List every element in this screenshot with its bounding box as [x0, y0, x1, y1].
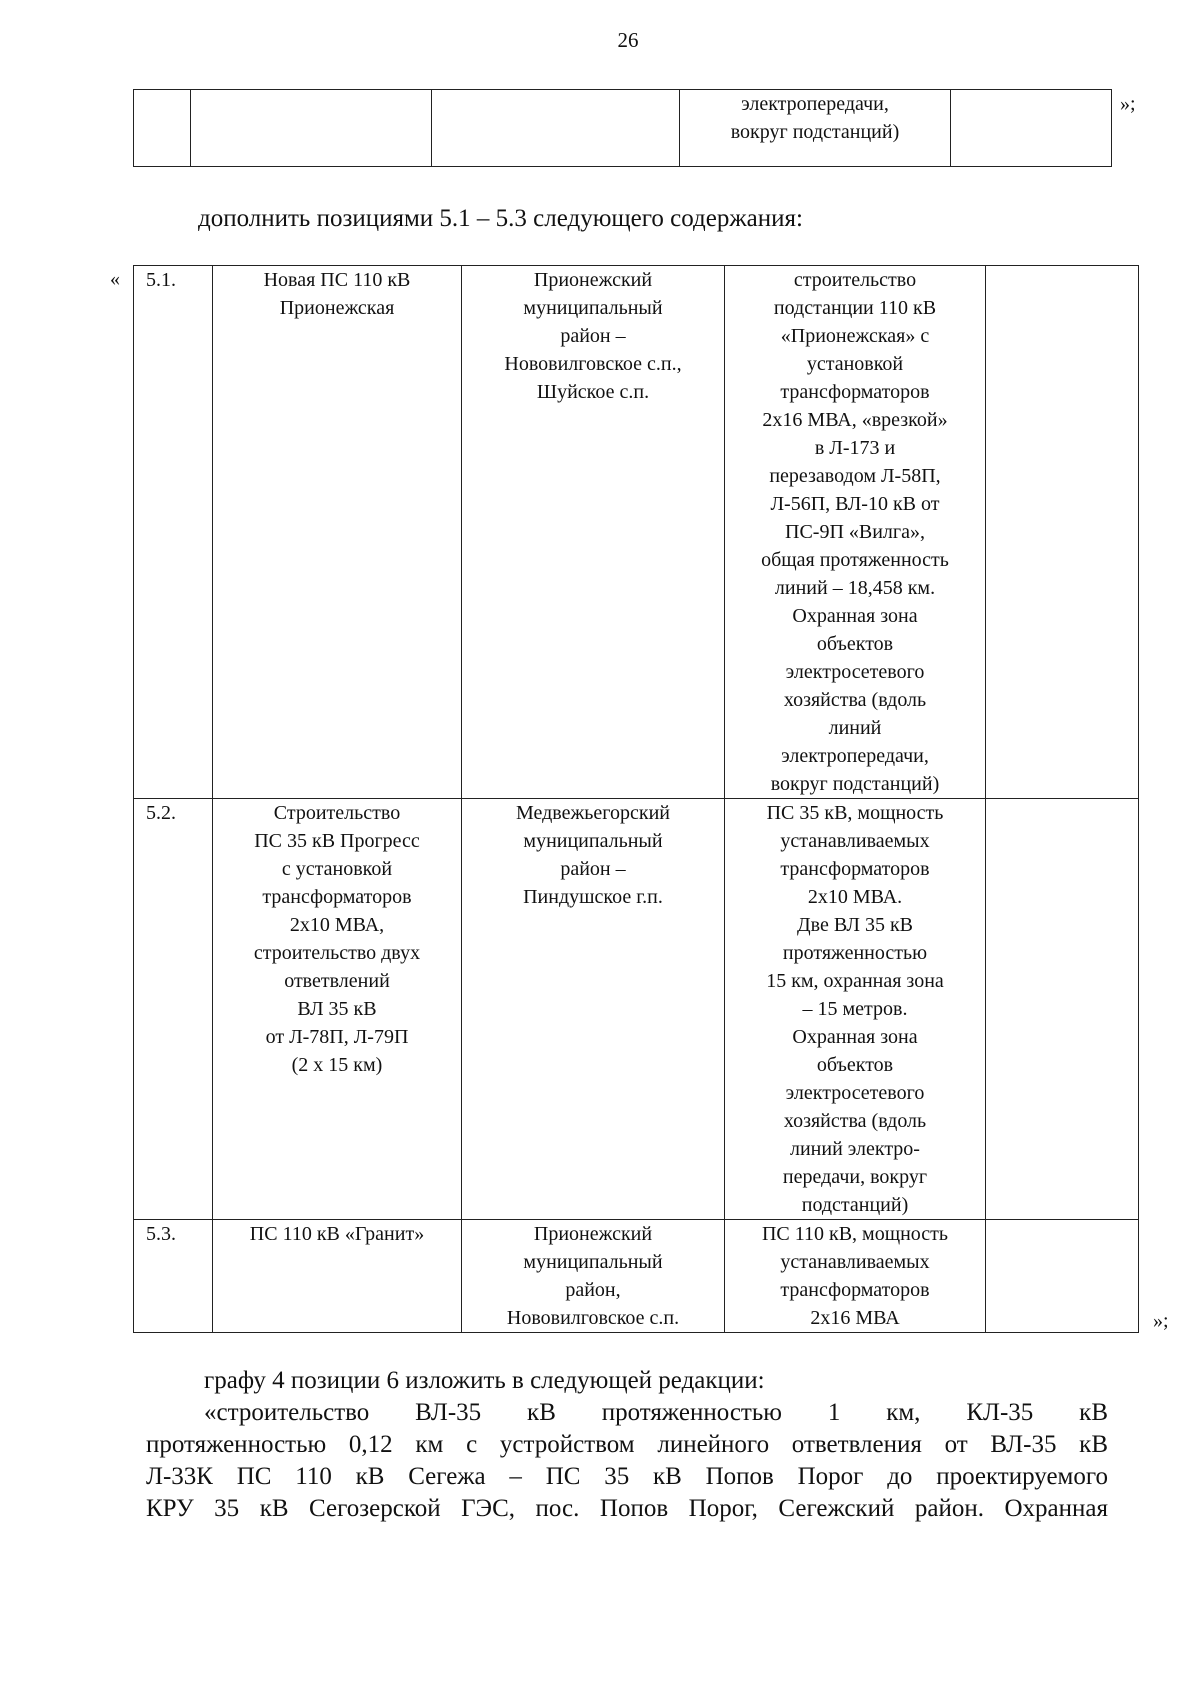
location-cell	[462, 799, 725, 1220]
cell-line: Л-56П, ВЛ-10 кВ от	[770, 493, 940, 515]
paragraph-line: КРУ 35 кВ Сегозерской ГЭС, пос. Попов Порог, Сегежский район. Охранная	[146, 1495, 1108, 1522]
paragraph-grafa: графу 4 позиции 6 изложить в следующей редакции:	[204, 1367, 765, 1394]
table-cell	[986, 1220, 1139, 1333]
closing-quote: »;	[1153, 1310, 1169, 1332]
cell-line: хозяйства (вдоль	[783, 1110, 927, 1132]
position-number: 5.1.	[134, 266, 213, 799]
cell-line: от Л-78П, Л-79П	[265, 1026, 409, 1048]
table-cell-description	[680, 90, 951, 167]
cell-line: Прионежский	[533, 269, 653, 291]
cell-line: муниципальный	[523, 297, 663, 319]
cell-line: объектов	[816, 633, 894, 655]
description-cell	[725, 799, 986, 1220]
cell-line: «Прионежская» с	[780, 325, 930, 347]
cell-line: Шуйское с.п.	[536, 381, 650, 403]
table-row	[134, 266, 1139, 799]
cell-line: подстанции 110 кВ	[773, 297, 937, 319]
cell-line: электропередачи,	[781, 745, 929, 767]
cell-line: Охранная зона	[792, 1026, 918, 1048]
cell-line: линий электро-	[790, 1138, 920, 1160]
table-row	[134, 90, 1112, 167]
opening-quote: «	[110, 268, 120, 290]
location-cell	[462, 1220, 725, 1333]
cell-line: вокруг подстанций)	[730, 121, 900, 143]
cell-line: муниципальный	[523, 830, 663, 852]
cell-line: Строительство	[273, 802, 401, 824]
cell-line: ПС 110 кВ «Гранит»	[249, 1223, 425, 1245]
cell-line: 2х10 МВА,	[289, 914, 385, 936]
table-cell	[134, 90, 191, 167]
cell-line: Медвежьегорский	[515, 802, 671, 824]
object-name-cell	[213, 266, 462, 799]
table-row	[134, 799, 1139, 1220]
cell-line: район,	[565, 1279, 621, 1301]
paragraph-line: протяженностью 0,12 км с устройством линейного ответвления от ВЛ-35 кВ	[146, 1431, 1108, 1458]
cell-line: 15 км, охранная зона	[766, 970, 944, 992]
paragraph-line: Л-33К ПС 110 кВ Сегежа – ПС 35 кВ Попов Порог до проектируемого	[146, 1463, 1108, 1490]
cell-line: электропередачи,	[741, 93, 889, 115]
cell-line: Нововилговское с.п.	[506, 1307, 680, 1329]
cell-line: в Л-173 и	[814, 437, 896, 459]
positions-table	[133, 265, 1139, 1333]
cell-line: Прионежская	[279, 297, 395, 319]
cell-line: протяженностью	[782, 942, 928, 964]
cell-line: хозяйства (вдоль	[783, 689, 927, 711]
object-name-cell	[213, 799, 462, 1220]
cell-line: линий – 18,458 км.	[774, 577, 936, 599]
table-row	[134, 1220, 1139, 1333]
table-cell	[986, 266, 1139, 799]
paragraph-line: «строительство ВЛ-35 кВ протяженностью 1 км, КЛ-35 кВ	[204, 1399, 1108, 1426]
cell-line: 2х16 МВА, «врезкой»	[762, 409, 948, 431]
description-cell	[725, 1220, 986, 1333]
cell-line: устанавливаемых	[780, 830, 930, 852]
position-number: 5.3.	[134, 1220, 213, 1333]
cell-line: район –	[560, 858, 626, 880]
cell-line: строительство	[793, 269, 917, 291]
cell-line: вокруг подстанций)	[770, 773, 940, 795]
cell-line: 2х16 МВА	[810, 1307, 900, 1329]
cell-line: электросетевого	[785, 661, 925, 683]
cell-line: ПС-9П «Вилга»,	[785, 521, 925, 543]
cell-line: перезаводом Л-58П,	[769, 465, 941, 487]
cell-line: ПС 35 кВ Прогресс	[254, 830, 420, 852]
closing-quote: »;	[1120, 93, 1136, 115]
cell-line: трансформаторов	[780, 381, 930, 403]
cell-line: Прионежский	[533, 1223, 653, 1245]
cell-line: общая протяженность	[761, 549, 949, 571]
cell-line: электросетевого	[785, 1082, 925, 1104]
table-cell	[986, 799, 1139, 1220]
intro-paragraph: дополнить позициями 5.1 – 5.3 следующего содержания:	[198, 205, 803, 232]
table-cell	[951, 90, 1112, 167]
cell-line: Нововилговское с.п.,	[504, 353, 682, 375]
location-cell	[462, 266, 725, 799]
table-cell	[191, 90, 432, 167]
cell-line: ПС 35 кВ, мощность	[766, 802, 944, 824]
continuation-table	[133, 89, 1112, 167]
cell-line: трансформаторов	[780, 1279, 930, 1301]
cell-line: трансформаторов	[262, 886, 412, 908]
cell-line: муниципальный	[523, 1251, 663, 1273]
cell-line: – 15 метров.	[802, 998, 908, 1020]
cell-line: трансформаторов	[780, 858, 930, 880]
cell-line: ПС 110 кВ, мощность	[761, 1223, 949, 1245]
cell-line: ответвлений	[284, 970, 390, 992]
cell-line: 2х10 МВА.	[807, 886, 903, 908]
cell-line: линий	[828, 717, 882, 739]
cell-line: Пиндушское г.п.	[523, 886, 663, 908]
cell-line: Охранная зона	[792, 605, 918, 627]
cell-line: район –	[560, 325, 626, 347]
cell-line: строительство двух	[253, 942, 421, 964]
cell-line: устанавливаемых	[780, 1251, 930, 1273]
cell-line: с установкой	[281, 858, 393, 880]
object-name-cell	[213, 1220, 462, 1333]
position-number: 5.2.	[134, 799, 213, 1220]
cell-line: Две ВЛ 35 кВ	[796, 914, 914, 936]
cell-line: подстанций)	[801, 1194, 909, 1216]
cell-line: (2 х 15 км)	[291, 1054, 383, 1076]
page-number: 26	[617, 28, 639, 52]
cell-line: объектов	[816, 1054, 894, 1076]
cell-line: Новая ПС 110 кВ	[263, 269, 411, 291]
cell-line: установкой	[806, 353, 904, 375]
description-cell	[725, 266, 986, 799]
table-cell	[432, 90, 680, 167]
cell-line: ВЛ 35 кВ	[297, 998, 377, 1020]
cell-line: передачи, вокруг	[782, 1166, 928, 1188]
